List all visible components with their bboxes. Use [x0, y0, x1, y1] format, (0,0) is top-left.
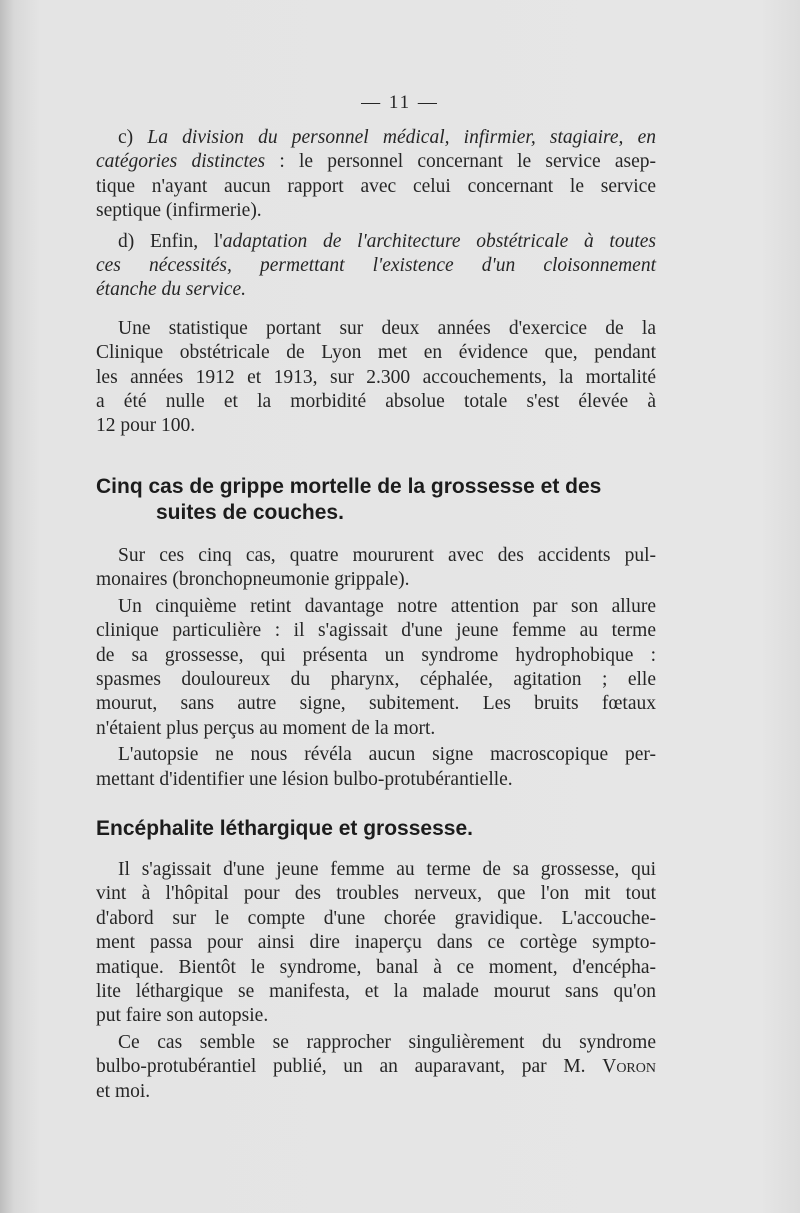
encephalitis-paragraph-line-5: matique. Bientôt le syndrome, banal à ce moment, d'encépha-: [96, 956, 656, 978]
paragraph-c-line-3: tique n'ayant aucun rapport avec celui concernant le service: [96, 175, 656, 197]
page-number: — 11 —: [361, 92, 439, 113]
paragraph-d-line-1: d) Enfin, l'adaptation de l'architecture obstétricale à toutes: [118, 230, 656, 252]
statistic-paragraph-line-4: a été nulle et la morbidité absolue totale s'est élevée à: [96, 391, 656, 413]
statistic-paragraph-line-5: 12 pour 100.: [96, 415, 196, 437]
autopsy-paragraph-line-1: L'autopsie ne nous révéla aucun signe macroscopique per-: [118, 744, 656, 766]
encephalitis-paragraph-line-2: vint à l'hôpital pour des troubles nerveux, que l'on mit tout: [96, 883, 656, 905]
encephalitis-paragraph-line-7: put faire son autopsie.: [96, 1005, 269, 1027]
text-block-2: [96, 544, 656, 792]
cases-paragraph-line-1: Sur ces cinq cas, quatre moururent avec des accidents pul-: [118, 545, 656, 566]
fifth-case-paragraph-line-6: n'étaient plus perçus au moment de la mort.: [96, 717, 436, 739]
section-heading-grippe: [96, 474, 656, 526]
encephalitis-paragraph-line-3: d'abord sur le compte d'une chorée gravidique. L'accouche-: [96, 907, 656, 929]
autopsy-paragraph-line-2: mettant d'identifier une lésion bulbo-protubérantielle.: [96, 768, 513, 790]
paragraph-c-line-2: catégories distinctes : le personnel concernant le service asep-: [96, 151, 657, 173]
comparison-paragraph-line-2: bulbo-protubérantiel publié, un an auparavant, par M. Voron: [96, 1056, 656, 1078]
text-block-3: [96, 858, 656, 1104]
section-heading-grippe-line-1: Cinq cas de grippe mortelle de la grossesse et des: [96, 475, 602, 498]
fifth-case-paragraph-line-4: spasmes douloureux du pharynx, céphalée, agitation ; elle: [96, 669, 656, 691]
paragraph-c-line-1: c) La division du personnel médical, infirmier, stagiaire, en: [118, 127, 657, 148]
comparison-paragraph-line-1: Ce cas semble se rapprocher singulièrement du syndrome: [118, 1031, 656, 1053]
fifth-case-paragraph-line-1: Un cinquième retint davantage notre attention par son allure: [118, 595, 656, 617]
statistic-paragraph-line-2: Clinique obstétricale de Lyon met en évidence que, pendant: [96, 342, 656, 364]
statistic-paragraph-line-3: les années 1912 et 1913, sur 2.300 accouchements, la mortalité: [96, 366, 656, 388]
section-heading-grippe-line-2: suites de couches.: [156, 501, 344, 524]
paragraph-d-line-2: ces nécessités, permettant l'existence d'un cloisonnement: [96, 255, 656, 277]
author-name: Voron: [602, 1056, 656, 1078]
encephalitis-paragraph-line-6: lite léthargique se manifesta, et la malade mourut sans qu'on: [96, 981, 656, 1003]
fifth-case-paragraph-line-3: de sa grossesse, qui présenta un syndrome hydrophobique :: [96, 644, 656, 666]
encephalitis-paragraph-line-4: ment passa pour ainsi dire inaperçu dans ce cortège sympto-: [96, 932, 656, 954]
comparison-paragraph-line-3: et moi.: [96, 1080, 151, 1102]
fifth-case-paragraph-line-2: clinique particulière : il s'agissait d'une jeune femme au terme: [96, 620, 656, 642]
section-heading-encephalite: Encéphalite léthargique et grossesse.: [96, 817, 473, 840]
encephalitis-paragraph-line-1: Il s'agissait d'une jeune femme au terme de sa grossesse, qui: [118, 859, 656, 880]
paragraph-d-line-3: étanche du service.: [96, 279, 246, 301]
text-block-1: [96, 126, 656, 439]
paragraph-c-line-4: septique (infirmerie).: [96, 200, 262, 222]
fifth-case-paragraph-line-5: mourut, sans autre signe, subitement. Les bruits fœtaux: [96, 693, 656, 715]
statistic-paragraph-line-1: Une statistique portant sur deux années d'exercice de la: [118, 317, 656, 339]
cases-paragraph-line-2: monaires (bronchopneumonie grippale).: [96, 569, 410, 591]
